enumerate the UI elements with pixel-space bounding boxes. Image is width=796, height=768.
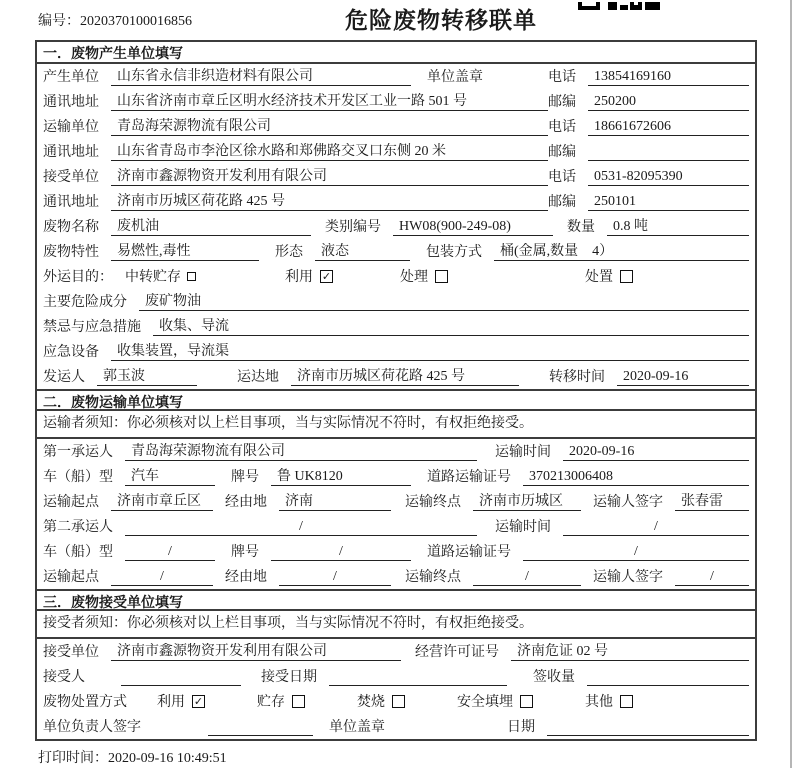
carrier1-time-value: 2020-09-16 [563, 443, 749, 461]
responsible-sign-value [208, 719, 313, 736]
disposal-option-label: 利用 [157, 695, 185, 710]
row-waste-name [37, 214, 755, 239]
producer-value: 山东省永信非织造材料有限公司 [111, 68, 411, 86]
receiver-zip-value: 250101 [588, 193, 749, 211]
carrier2-time-value: / [563, 518, 749, 536]
row-taboo-measures [37, 314, 755, 339]
purpose-option-utilize [285, 266, 400, 286]
route1-via-label: 经由地 [225, 495, 267, 510]
producer-phone-value: 13854169160 [588, 68, 749, 86]
disposal-option-store [257, 691, 357, 711]
waste-form-value: 液态 [315, 243, 410, 261]
section3-header: 三．废物接受单位填写 [37, 589, 755, 611]
purpose-option-label: 处理 [400, 270, 428, 285]
transfer-form-table [35, 40, 757, 741]
vehicle2-license-value: / [523, 543, 749, 561]
checkbox-unchecked-icon [520, 695, 533, 708]
waste-name-value: 废机油 [111, 218, 311, 236]
hazard-label: 主要危险成分 [43, 295, 127, 310]
serial-value: 2020370100016856 [80, 14, 192, 29]
row-hazard-components [37, 289, 755, 314]
transporter-label: 运输单位 [43, 120, 99, 135]
waste-form-label: 形态 [275, 245, 303, 260]
responsible-sign-label: 单位负责人签字 [43, 720, 141, 735]
route1-sign-value: 张春雷 [675, 493, 749, 511]
receiver-notice: 接受者须知：你必须核对以上栏目事项，当与实际情况不符时，有权拒绝接受。 [37, 611, 755, 639]
qr-code-partial-icon [578, 0, 660, 16]
waste-qty-value: 0.8 吨 [607, 218, 749, 236]
waste-category-value: HW08(900-249-08) [393, 218, 553, 236]
sign-date-value [547, 719, 749, 736]
business-license-label: 经营许可证号 [415, 645, 499, 660]
carrier2-label: 第二承运人 [43, 520, 113, 535]
vehicle1-license-value: 370213006408 [523, 468, 749, 486]
accept-date-value [329, 669, 507, 686]
row-transporter [37, 114, 755, 139]
waste-qty-label: 数量 [567, 220, 595, 235]
page-title: 危险废物转移联单 [345, 7, 537, 33]
print-time-label: 打印时间： [38, 751, 108, 766]
checkbox-unchecked-icon [620, 270, 633, 283]
dispatcher-label: 发运人 [43, 370, 85, 385]
checkbox-unchecked-icon [292, 695, 305, 708]
vehicle1-plate-label: 牌号 [231, 470, 259, 485]
producer-seal-label: 单位盖章 [427, 70, 483, 85]
carrier2-time-label: 运输时间 [495, 520, 551, 535]
acceptor-value [121, 669, 241, 686]
taboo-label: 禁忌与应急措施 [43, 320, 141, 335]
route2-sign-value: / [675, 568, 749, 586]
disposal-option-label: 其他 [585, 695, 613, 710]
equipment-value: 收集装置，导流渠 [111, 343, 749, 361]
vehicle2-plate-value: / [271, 543, 411, 561]
row-first-carrier [37, 439, 755, 464]
row-vehicle2 [37, 539, 755, 564]
disposal-option-label: 焚烧 [357, 695, 385, 710]
waste-packing-label: 包装方式 [426, 245, 482, 260]
print-time-value: 2020-09-16 10:49:51 [108, 751, 227, 766]
row-waste-props [37, 239, 755, 264]
purpose-option-label: 处置 [585, 270, 613, 285]
vehicle2-label: 车（船）型 [43, 545, 113, 560]
unit-seal-label: 单位盖章 [329, 720, 385, 735]
row-responsible-signature [37, 714, 755, 739]
signed-qty-value [587, 669, 749, 686]
row-second-carrier [37, 514, 755, 539]
acceptor-label: 接受人 [43, 670, 85, 685]
waste-props-label: 废物特性 [43, 245, 99, 260]
row-transfer-purpose [37, 264, 755, 289]
route1-end-label: 运输终点 [405, 495, 461, 510]
purpose-label: 外运目的： [43, 270, 113, 285]
transporter-zip-value [588, 144, 749, 161]
checkbox-unchecked-icon [620, 695, 633, 708]
document-header [0, 0, 796, 40]
route2-via-label: 经由地 [225, 570, 267, 585]
receiver-zip-label: 邮编 [548, 195, 576, 210]
route1-start-value: 济南市章丘区 [111, 493, 213, 511]
carrier2-value: / [125, 518, 477, 536]
route2-end-value: / [473, 568, 581, 586]
accept-date-label: 接受日期 [261, 670, 317, 685]
purpose-option-dispose [585, 266, 633, 286]
destination-label: 运达地 [237, 370, 279, 385]
print-time-line [0, 741, 796, 767]
producer-addr-label: 通讯地址 [43, 95, 99, 110]
equipment-label: 应急设备 [43, 345, 99, 360]
row-emergency-equipment [37, 339, 755, 364]
serial-label: 编号： [38, 14, 80, 29]
sign-date-label: 日期 [507, 720, 535, 735]
transporter-phone-label: 电话 [548, 120, 576, 135]
row-transporter-address [37, 139, 755, 164]
disposal-option-label: 贮存 [257, 695, 285, 710]
vehicle1-license-label: 道路运输证号 [427, 470, 511, 485]
receiver-addr-label: 通讯地址 [43, 195, 99, 210]
vehicle1-plate-value: 鲁 UK8120 [271, 468, 411, 486]
route1-start-label: 运输起点 [43, 495, 99, 510]
destination-value: 济南市历城区荷花路 425 号 [291, 368, 519, 386]
transfer-time-label: 转移时间 [549, 370, 605, 385]
page-edge-line [790, 0, 792, 768]
taboo-value: 收集、导流 [153, 318, 749, 336]
checkbox-unchecked-icon [187, 272, 196, 281]
signed-qty-label: 签收量 [533, 670, 575, 685]
receiver-phone-label: 电话 [548, 170, 576, 185]
receiver-value: 济南市鑫源物资开发利用有限公司 [111, 168, 548, 186]
producer-zip-value: 250200 [588, 93, 749, 111]
row-producer [37, 64, 755, 89]
section1-header: 一．废物产生单位填写 [37, 42, 755, 64]
vehicle2-license-label: 道路运输证号 [427, 545, 511, 560]
route1-sign-label: 运输人签字 [593, 495, 663, 510]
row-acceptor [37, 664, 755, 689]
checkbox-checked-icon: ✓ [193, 694, 204, 708]
purpose-option-treat [400, 266, 585, 286]
receiving-unit-label: 接受单位 [43, 645, 99, 660]
waste-category-label: 类别编号 [325, 220, 381, 235]
transporter-addr-label: 通讯地址 [43, 145, 99, 160]
waste-name-label: 废物名称 [43, 220, 99, 235]
receiver-phone-value: 0531-82095390 [588, 168, 749, 186]
disposal-option-utilize [157, 691, 257, 711]
route2-end-label: 运输终点 [405, 570, 461, 585]
disposal-option-label: 安全填埋 [457, 695, 513, 710]
vehicle1-value: 汽车 [125, 468, 215, 486]
row-receiving-unit [37, 639, 755, 664]
section2-header: 二．废物运输单位填写 [37, 389, 755, 411]
route2-start-value: / [111, 568, 213, 586]
transfer-time-value: 2020-09-16 [617, 368, 749, 386]
row-receiver [37, 164, 755, 189]
row-producer-address [37, 89, 755, 114]
checkbox-checked-icon: ✓ [321, 269, 332, 283]
purpose-option-transit [125, 266, 285, 286]
route1-end-value: 济南市历城区 [473, 493, 581, 511]
disposal-option-incinerate [357, 691, 457, 711]
receiving-unit-value: 济南市鑫源物资开发利用有限公司 [111, 643, 401, 661]
transporter-value: 青岛海荣源物流有限公司 [111, 118, 548, 136]
row-route2 [37, 564, 755, 589]
disposal-label: 废物处置方式 [43, 695, 127, 710]
vehicle1-label: 车（船）型 [43, 470, 113, 485]
transporter-addr-value: 山东省青岛市李沧区徐水路和郑佛路交叉口东侧 20 米 [111, 143, 548, 161]
producer-addr-value: 山东省济南市章丘区明水经济技术开发区工业一路 501 号 [111, 93, 548, 111]
route2-sign-label: 运输人签字 [593, 570, 663, 585]
receiver-addr-value: 济南市历城区荷花路 425 号 [111, 193, 548, 211]
dispatcher-value: 郭玉波 [97, 368, 197, 386]
purpose-option-label: 中转贮存 [125, 270, 181, 285]
carrier1-value: 青岛海荣源物流有限公司 [125, 443, 477, 461]
transporter-zip-label: 邮编 [548, 145, 576, 160]
purpose-option-label: 利用 [285, 270, 313, 285]
row-vehicle1 [37, 464, 755, 489]
route2-via-value: / [279, 568, 391, 586]
checkbox-unchecked-icon [392, 695, 405, 708]
row-disposal-method [37, 689, 755, 714]
waste-props-value: 易燃性,毒性 [111, 243, 259, 261]
checkbox-unchecked-icon [435, 270, 448, 283]
row-dispatch [37, 364, 755, 389]
route2-start-label: 运输起点 [43, 570, 99, 585]
transporter-phone-value: 18661672606 [588, 118, 749, 136]
carrier1-label: 第一承运人 [43, 445, 113, 460]
waste-packing-value: 桶(金属,数量 4） [494, 243, 749, 261]
vehicle2-value: / [125, 543, 215, 561]
transporter-notice: 运输者须知：你必须核对以上栏目事项，当与实际情况不符时，有权拒绝接受。 [37, 411, 755, 439]
disposal-option-landfill [457, 691, 585, 711]
route1-via-value: 济南 [279, 493, 391, 511]
producer-zip-label: 邮编 [548, 95, 576, 110]
disposal-option-other [585, 691, 633, 711]
hazard-value: 废矿物油 [139, 293, 749, 311]
business-license-value: 济南危证 02 号 [511, 643, 749, 661]
producer-label: 产生单位 [43, 70, 99, 85]
carrier1-time-label: 运输时间 [495, 445, 551, 460]
receiver-label: 接受单位 [43, 170, 99, 185]
row-receiver-address [37, 189, 755, 214]
row-route1 [37, 489, 755, 514]
producer-phone-label: 电话 [548, 70, 576, 85]
vehicle2-plate-label: 牌号 [231, 545, 259, 560]
